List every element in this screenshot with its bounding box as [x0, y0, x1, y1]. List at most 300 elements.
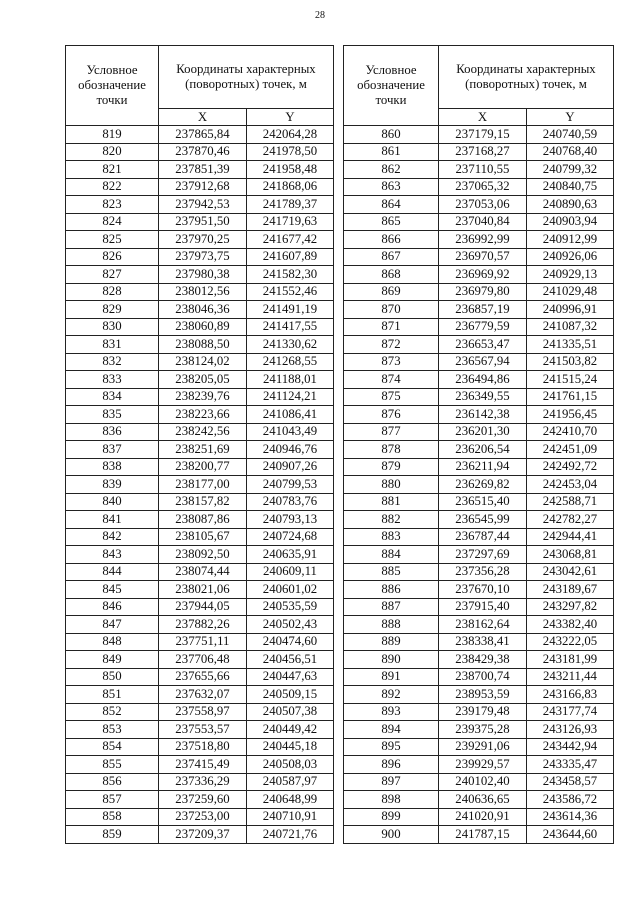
x-coordinate-cell: 237973,75 [159, 248, 247, 266]
y-coordinate-cell: 240609,11 [247, 563, 334, 581]
table-row [344, 581, 614, 599]
y-coordinate-cell: 241789,37 [247, 196, 334, 214]
table-row [66, 721, 334, 739]
point-id-cell: 872 [344, 336, 439, 354]
table-row [344, 668, 614, 686]
table-row [344, 546, 614, 564]
point-id-cell: 876 [344, 406, 439, 424]
point-designation-header: Условное обозначение точки [66, 46, 159, 126]
point-id-cell: 881 [344, 493, 439, 511]
table-row [66, 773, 334, 791]
x-coordinate-cell: 237670,10 [439, 581, 527, 599]
y-coordinate-cell: 243222,05 [527, 633, 614, 651]
x-coordinate-cell: 236211,94 [439, 458, 527, 476]
x-coordinate-cell: 237912,68 [159, 178, 247, 196]
table-row [344, 563, 614, 581]
table-row [344, 301, 614, 319]
x-coordinate-cell: 238239,76 [159, 388, 247, 406]
table-row [66, 563, 334, 581]
point-id-cell: 883 [344, 528, 439, 546]
y-coordinate-cell: 240502,43 [247, 616, 334, 634]
table-row [344, 266, 614, 284]
x-coordinate-cell: 236969,92 [439, 266, 527, 284]
x-coordinate-cell: 237706,48 [159, 651, 247, 669]
table-row [66, 616, 334, 634]
y-coordinate-cell: 241491,19 [247, 301, 334, 319]
coordinates-header: Координаты характерных (поворотных) точек, м [159, 46, 334, 109]
y-coordinate-cell: 240740,59 [527, 126, 614, 144]
x-header: X [159, 109, 247, 126]
point-id-cell: 827 [66, 266, 159, 284]
y-coordinate-cell: 241335,51 [527, 336, 614, 354]
point-id-cell: 871 [344, 318, 439, 336]
table-row [66, 213, 334, 231]
point-id-cell: 856 [66, 773, 159, 791]
y-coordinate-cell: 240903,94 [527, 213, 614, 231]
table-row [66, 756, 334, 774]
table-row [344, 791, 614, 809]
y-coordinate-cell: 243189,67 [527, 581, 614, 599]
x-coordinate-cell: 236545,99 [439, 511, 527, 529]
point-id-cell: 896 [344, 756, 439, 774]
x-coordinate-cell: 237915,40 [439, 598, 527, 616]
x-coordinate-cell: 237632,07 [159, 686, 247, 704]
y-coordinate-cell: 240635,91 [247, 546, 334, 564]
y-coordinate-cell: 243586,72 [527, 791, 614, 809]
x-coordinate-cell: 237870,46 [159, 143, 247, 161]
table-row [66, 493, 334, 511]
table-row [344, 248, 614, 266]
x-coordinate-cell: 238223,66 [159, 406, 247, 424]
point-id-cell: 839 [66, 476, 159, 494]
table-row [66, 668, 334, 686]
x-coordinate-cell: 237336,29 [159, 773, 247, 791]
y-coordinate-cell: 240509,15 [247, 686, 334, 704]
point-id-cell: 875 [344, 388, 439, 406]
table-row [66, 808, 334, 826]
x-coordinate-cell: 238074,44 [159, 563, 247, 581]
point-id-cell: 867 [344, 248, 439, 266]
point-id-cell: 860 [344, 126, 439, 144]
point-id-cell: 884 [344, 546, 439, 564]
y-coordinate-cell: 241719,63 [247, 213, 334, 231]
point-id-cell: 840 [66, 493, 159, 511]
table-row [344, 423, 614, 441]
table-row [66, 126, 334, 144]
x-coordinate-cell: 241020,91 [439, 808, 527, 826]
x-coordinate-cell: 236787,44 [439, 528, 527, 546]
table-row [66, 248, 334, 266]
y-coordinate-cell: 240456,51 [247, 651, 334, 669]
y-coordinate-cell: 241761,15 [527, 388, 614, 406]
table-row [344, 161, 614, 179]
table-row [344, 143, 614, 161]
table-row [344, 826, 614, 844]
y-coordinate-cell: 242451,09 [527, 441, 614, 459]
x-coordinate-cell: 236970,57 [439, 248, 527, 266]
point-id-cell: 865 [344, 213, 439, 231]
y-coordinate-cell: 243335,47 [527, 756, 614, 774]
x-coordinate-cell: 237751,11 [159, 633, 247, 651]
table-row [66, 458, 334, 476]
y-coordinate-cell: 241124,21 [247, 388, 334, 406]
table-row [344, 756, 614, 774]
table-row [66, 336, 334, 354]
table-row [66, 581, 334, 599]
point-id-cell: 838 [66, 458, 159, 476]
point-id-cell: 888 [344, 616, 439, 634]
x-coordinate-cell: 237053,06 [439, 196, 527, 214]
point-id-cell: 830 [66, 318, 159, 336]
table-row [344, 178, 614, 196]
y-coordinate-cell: 240447,63 [247, 668, 334, 686]
table-row [66, 406, 334, 424]
table-row [344, 511, 614, 529]
y-coordinate-cell: 243166,83 [527, 686, 614, 704]
table-row [66, 686, 334, 704]
x-coordinate-cell: 239929,57 [439, 756, 527, 774]
point-id-cell: 866 [344, 231, 439, 249]
x-coordinate-cell: 238012,56 [159, 283, 247, 301]
y-coordinate-cell: 241086,41 [247, 406, 334, 424]
x-coordinate-cell: 241787,15 [439, 826, 527, 844]
x-coordinate-cell: 237110,55 [439, 161, 527, 179]
y-coordinate-cell: 243442,94 [527, 738, 614, 756]
y-coordinate-cell: 240783,76 [247, 493, 334, 511]
point-id-cell: 899 [344, 808, 439, 826]
x-coordinate-cell: 237168,27 [439, 143, 527, 161]
point-id-cell: 857 [66, 791, 159, 809]
table-row [66, 301, 334, 319]
y-coordinate-cell: 241043,49 [247, 423, 334, 441]
x-coordinate-cell: 238046,36 [159, 301, 247, 319]
point-id-cell: 898 [344, 791, 439, 809]
point-id-cell: 890 [344, 651, 439, 669]
point-id-cell: 878 [344, 441, 439, 459]
table-row [344, 651, 614, 669]
y-coordinate-cell: 241188,01 [247, 371, 334, 389]
x-coordinate-cell: 238205,05 [159, 371, 247, 389]
y-coordinate-cell: 240449,42 [247, 721, 334, 739]
point-id-cell: 900 [344, 826, 439, 844]
table-row [344, 213, 614, 231]
y-coordinate-cell: 240929,13 [527, 266, 614, 284]
y-coordinate-cell: 241677,42 [247, 231, 334, 249]
point-id-cell: 864 [344, 196, 439, 214]
x-coordinate-cell: 238021,06 [159, 581, 247, 599]
x-coordinate-cell: 237851,39 [159, 161, 247, 179]
point-id-cell: 841 [66, 511, 159, 529]
x-coordinate-cell: 240636,65 [439, 791, 527, 809]
x-coordinate-cell: 238092,50 [159, 546, 247, 564]
point-id-cell: 851 [66, 686, 159, 704]
point-id-cell: 842 [66, 528, 159, 546]
table-row [344, 458, 614, 476]
x-coordinate-cell: 237655,66 [159, 668, 247, 686]
table-row [66, 546, 334, 564]
x-coordinate-cell: 236515,40 [439, 493, 527, 511]
point-id-cell: 882 [344, 511, 439, 529]
y-coordinate-cell: 240890,63 [527, 196, 614, 214]
table-row [344, 371, 614, 389]
x-coordinate-cell: 236349,55 [439, 388, 527, 406]
x-coordinate-cell: 238087,86 [159, 511, 247, 529]
x-coordinate-cell: 237553,57 [159, 721, 247, 739]
table-row [344, 598, 614, 616]
x-coordinate-cell: 237259,60 [159, 791, 247, 809]
y-coordinate-cell: 240907,26 [247, 458, 334, 476]
y-coordinate-cell: 243614,36 [527, 808, 614, 826]
table-row [66, 231, 334, 249]
x-coordinate-cell: 236992,99 [439, 231, 527, 249]
point-id-cell: 834 [66, 388, 159, 406]
table-row [344, 616, 614, 634]
table-row [66, 423, 334, 441]
x-coordinate-cell: 237942,53 [159, 196, 247, 214]
table-row [66, 318, 334, 336]
point-id-cell: 880 [344, 476, 439, 494]
y-coordinate-cell: 240508,03 [247, 756, 334, 774]
point-id-cell: 849 [66, 651, 159, 669]
y-coordinate-cell: 240793,13 [247, 511, 334, 529]
y-coordinate-cell: 242588,71 [527, 493, 614, 511]
table-row [344, 196, 614, 214]
y-coordinate-cell: 241552,46 [247, 283, 334, 301]
point-id-cell: 833 [66, 371, 159, 389]
table-row [66, 283, 334, 301]
y-coordinate-cell: 241868,06 [247, 178, 334, 196]
x-coordinate-cell: 238124,02 [159, 353, 247, 371]
point-id-cell: 826 [66, 248, 159, 266]
table-row [66, 353, 334, 371]
point-id-cell: 855 [66, 756, 159, 774]
table-row [66, 196, 334, 214]
point-id-cell: 847 [66, 616, 159, 634]
table-row [66, 178, 334, 196]
point-id-cell: 823 [66, 196, 159, 214]
y-coordinate-cell: 240912,99 [527, 231, 614, 249]
point-id-cell: 893 [344, 703, 439, 721]
table-row [66, 388, 334, 406]
x-header: X [439, 109, 527, 126]
point-id-cell: 836 [66, 423, 159, 441]
point-id-cell: 870 [344, 301, 439, 319]
y-coordinate-cell: 240648,99 [247, 791, 334, 809]
table-row [344, 388, 614, 406]
point-id-cell: 846 [66, 598, 159, 616]
x-coordinate-cell: 239291,06 [439, 738, 527, 756]
table-row [66, 371, 334, 389]
y-coordinate-cell: 242453,04 [527, 476, 614, 494]
x-coordinate-cell: 237944,05 [159, 598, 247, 616]
x-coordinate-cell: 238429,38 [439, 651, 527, 669]
table-row [66, 598, 334, 616]
table-row [344, 336, 614, 354]
table-row [344, 703, 614, 721]
y-coordinate-cell: 241958,48 [247, 161, 334, 179]
table-row [344, 738, 614, 756]
y-coordinate-cell: 243211,44 [527, 668, 614, 686]
point-id-cell: 853 [66, 721, 159, 739]
table-row [66, 826, 334, 844]
table-row [344, 633, 614, 651]
x-coordinate-cell: 238242,56 [159, 423, 247, 441]
x-coordinate-cell: 237882,26 [159, 616, 247, 634]
point-id-cell: 852 [66, 703, 159, 721]
y-coordinate-cell: 243068,81 [527, 546, 614, 564]
table-body [66, 126, 334, 844]
y-coordinate-cell: 240724,68 [247, 528, 334, 546]
y-coordinate-cell: 241978,50 [247, 143, 334, 161]
point-id-cell: 886 [344, 581, 439, 599]
table-row [344, 773, 614, 791]
point-id-cell: 897 [344, 773, 439, 791]
y-coordinate-cell: 242944,41 [527, 528, 614, 546]
point-id-cell: 829 [66, 301, 159, 319]
y-coordinate-cell: 240474,60 [247, 633, 334, 651]
x-coordinate-cell: 236201,30 [439, 423, 527, 441]
point-id-cell: 819 [66, 126, 159, 144]
y-coordinate-cell: 243177,74 [527, 703, 614, 721]
table-row [344, 283, 614, 301]
point-id-cell: 869 [344, 283, 439, 301]
x-coordinate-cell: 236857,19 [439, 301, 527, 319]
table-row [344, 476, 614, 494]
point-id-cell: 868 [344, 266, 439, 284]
y-coordinate-cell: 241607,89 [247, 248, 334, 266]
table-row [344, 231, 614, 249]
table-row [344, 686, 614, 704]
x-coordinate-cell: 237970,25 [159, 231, 247, 249]
point-id-cell: 892 [344, 686, 439, 704]
y-coordinate-cell: 240996,91 [527, 301, 614, 319]
x-coordinate-cell: 238200,77 [159, 458, 247, 476]
x-coordinate-cell: 236567,94 [439, 353, 527, 371]
y-coordinate-cell: 240840,75 [527, 178, 614, 196]
y-coordinate-cell: 242410,70 [527, 423, 614, 441]
y-coordinate-cell: 243382,40 [527, 616, 614, 634]
point-id-cell: 891 [344, 668, 439, 686]
point-id-cell: 873 [344, 353, 439, 371]
x-coordinate-cell: 237065,32 [439, 178, 527, 196]
table-row [66, 441, 334, 459]
table-row [344, 441, 614, 459]
table-body [344, 126, 614, 844]
x-coordinate-cell: 236779,59 [439, 318, 527, 336]
x-coordinate-cell: 236142,38 [439, 406, 527, 424]
y-coordinate-cell: 241956,45 [527, 406, 614, 424]
table-row [344, 406, 614, 424]
page-number: 28 [315, 10, 325, 21]
point-id-cell: 825 [66, 231, 159, 249]
point-id-cell: 863 [344, 178, 439, 196]
y-coordinate-cell: 243042,61 [527, 563, 614, 581]
table-row [344, 353, 614, 371]
x-coordinate-cell: 238251,69 [159, 441, 247, 459]
point-id-cell: 887 [344, 598, 439, 616]
point-id-cell: 821 [66, 161, 159, 179]
x-coordinate-cell: 237951,50 [159, 213, 247, 231]
x-coordinate-cell: 238088,50 [159, 336, 247, 354]
table-row [66, 651, 334, 669]
x-coordinate-cell: 237209,37 [159, 826, 247, 844]
y-header: Y [247, 109, 334, 126]
y-coordinate-cell: 243126,93 [527, 721, 614, 739]
y-coordinate-cell: 242492,72 [527, 458, 614, 476]
x-coordinate-cell: 237518,80 [159, 738, 247, 756]
y-coordinate-cell: 240799,53 [247, 476, 334, 494]
x-coordinate-cell: 237297,69 [439, 546, 527, 564]
y-coordinate-cell: 240535,59 [247, 598, 334, 616]
table-row [66, 143, 334, 161]
table-row [66, 476, 334, 494]
y-coordinate-cell: 241087,32 [527, 318, 614, 336]
point-id-cell: 885 [344, 563, 439, 581]
x-coordinate-cell: 240102,40 [439, 773, 527, 791]
x-coordinate-cell: 237356,28 [439, 563, 527, 581]
y-coordinate-cell: 240587,97 [247, 773, 334, 791]
y-coordinate-cell: 242782,27 [527, 511, 614, 529]
x-coordinate-cell: 236494,86 [439, 371, 527, 389]
x-coordinate-cell: 236206,54 [439, 441, 527, 459]
y-coordinate-cell: 240926,06 [527, 248, 614, 266]
x-coordinate-cell: 238338,41 [439, 633, 527, 651]
point-id-cell: 835 [66, 406, 159, 424]
x-coordinate-cell: 236653,47 [439, 336, 527, 354]
y-coordinate-cell: 240601,02 [247, 581, 334, 599]
table-row [66, 511, 334, 529]
y-coordinate-cell: 243644,60 [527, 826, 614, 844]
table-row [344, 721, 614, 739]
point-id-cell: 879 [344, 458, 439, 476]
table-row [66, 738, 334, 756]
point-id-cell: 844 [66, 563, 159, 581]
point-id-cell: 895 [344, 738, 439, 756]
table-row [344, 808, 614, 826]
table-row [344, 318, 614, 336]
x-coordinate-cell: 238157,82 [159, 493, 247, 511]
y-coordinate-cell: 243458,57 [527, 773, 614, 791]
point-id-cell: 845 [66, 581, 159, 599]
x-coordinate-cell: 237415,49 [159, 756, 247, 774]
x-coordinate-cell: 238700,74 [439, 668, 527, 686]
x-coordinate-cell: 237253,00 [159, 808, 247, 826]
y-coordinate-cell: 240507,38 [247, 703, 334, 721]
y-coordinate-cell: 240445,18 [247, 738, 334, 756]
point-id-cell: 820 [66, 143, 159, 161]
y-coordinate-cell: 241503,82 [527, 353, 614, 371]
y-coordinate-cell: 240721,76 [247, 826, 334, 844]
coordinates-table-right [343, 45, 614, 844]
point-id-cell: 862 [344, 161, 439, 179]
point-id-cell: 831 [66, 336, 159, 354]
y-coordinate-cell: 240946,76 [247, 441, 334, 459]
y-coordinate-cell: 240799,32 [527, 161, 614, 179]
x-coordinate-cell: 237040,84 [439, 213, 527, 231]
point-id-cell: 837 [66, 441, 159, 459]
y-coordinate-cell: 241330,62 [247, 336, 334, 354]
x-coordinate-cell: 237865,84 [159, 126, 247, 144]
y-coordinate-cell: 243297,82 [527, 598, 614, 616]
x-coordinate-cell: 236979,80 [439, 283, 527, 301]
x-coordinate-cell: 238953,59 [439, 686, 527, 704]
point-id-cell: 874 [344, 371, 439, 389]
y-coordinate-cell: 242064,28 [247, 126, 334, 144]
point-id-cell: 824 [66, 213, 159, 231]
table-row [66, 528, 334, 546]
point-id-cell: 854 [66, 738, 159, 756]
table-row [66, 633, 334, 651]
